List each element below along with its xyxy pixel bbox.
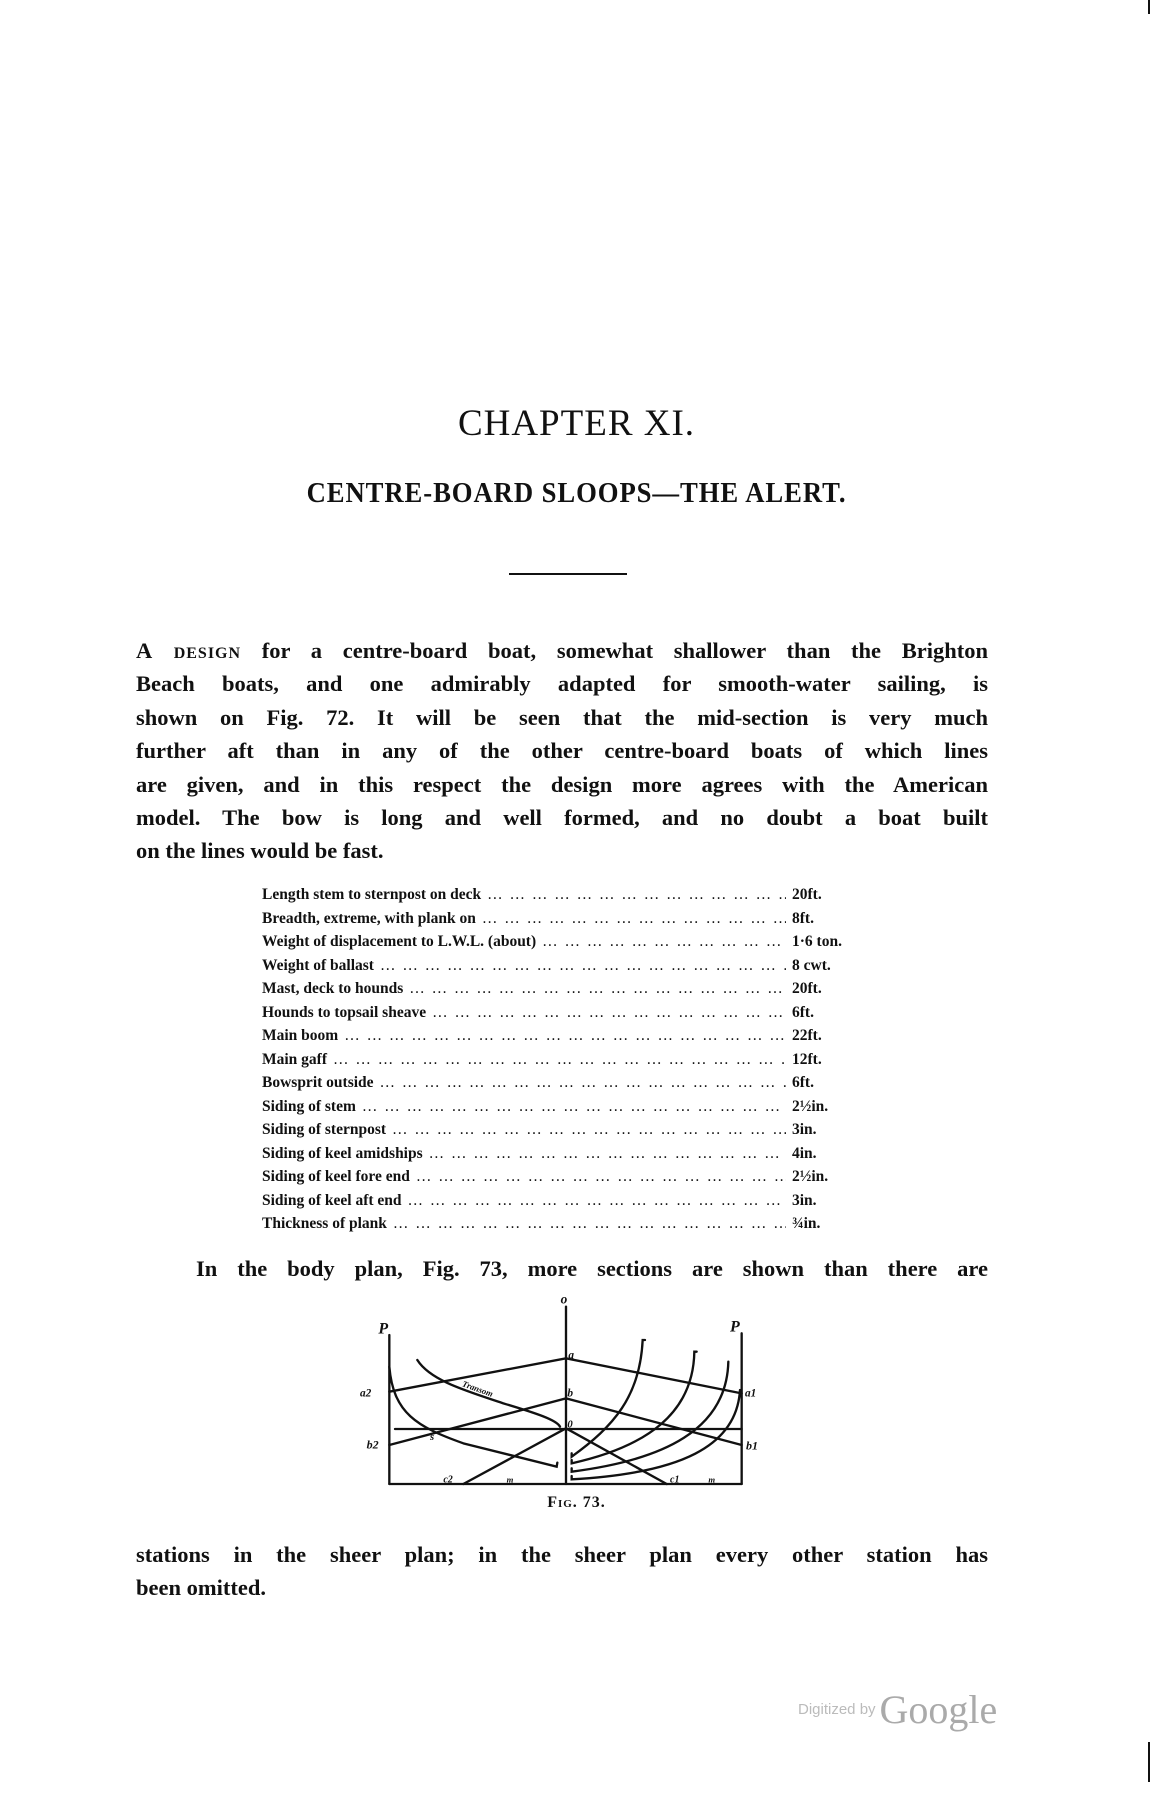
paragraph-line: been omitted. bbox=[136, 1575, 266, 1601]
leader-dots bbox=[482, 907, 786, 931]
dimension-value: ¾in. bbox=[792, 1215, 821, 1232]
leader-dots bbox=[393, 1212, 786, 1236]
fig-label: a bbox=[568, 1349, 575, 1362]
google-watermark bbox=[798, 1686, 997, 1733]
dimension-value: 2½in. bbox=[792, 1168, 829, 1185]
fig-label: 0 bbox=[567, 1419, 573, 1431]
dimension-label: Mast, deck to hounds bbox=[262, 980, 404, 997]
fig-label: Transom bbox=[460, 1378, 495, 1399]
dimension-row bbox=[262, 1142, 862, 1166]
dimension-label: Main boom bbox=[262, 1027, 339, 1044]
leader-dots bbox=[380, 954, 786, 978]
dimension-label: Breadth, extreme, with plank on bbox=[262, 909, 476, 927]
dimension-label: Hounds to topsail sheave bbox=[262, 1003, 427, 1021]
dimension-row bbox=[262, 1212, 862, 1236]
leader-dots bbox=[333, 1048, 786, 1072]
paragraph-line: Beach boats, and one admirably adapted for smooth-water sailing, is bbox=[136, 671, 988, 697]
paragraph-line: on the lines would be fast. bbox=[136, 838, 384, 864]
dimension-value: 8ft. bbox=[792, 909, 814, 927]
dimension-row bbox=[262, 883, 862, 907]
dimension-label: Length stem to sternpost on deck bbox=[262, 886, 482, 903]
leader-dots bbox=[542, 930, 786, 954]
dimension-row bbox=[262, 954, 862, 978]
scan-edge-mark bbox=[1148, 1742, 1150, 1782]
paragraph-line: further aft than in any of the other centre-board boats of which lines bbox=[136, 738, 988, 764]
watermark-brand: Google bbox=[879, 1687, 998, 1732]
paragraph-line: are given, and in this respect the design more agrees with the American bbox=[136, 771, 988, 797]
dimension-value: 6ft. bbox=[792, 1074, 814, 1091]
paragraph-line: A design for a centre-board boat, somewhat shallower than the Brighton bbox=[136, 638, 988, 663]
dimension-value: 20ft. bbox=[792, 886, 822, 903]
dimension-row bbox=[262, 1048, 862, 1072]
chapter-title: CHAPTER XI. bbox=[457, 403, 696, 444]
dimension-label: Siding of stem bbox=[262, 1097, 356, 1115]
dimension-row bbox=[262, 1095, 862, 1119]
fig-curve bbox=[572, 1340, 645, 1457]
dimension-value: 3in. bbox=[792, 1191, 817, 1209]
fig-label: P bbox=[378, 1320, 389, 1338]
dimension-row bbox=[262, 1189, 862, 1213]
fig-label: m bbox=[506, 1474, 514, 1485]
leader-dots bbox=[429, 1142, 786, 1166]
dimension-row bbox=[262, 907, 862, 931]
dimension-value: 1·6 ton. bbox=[792, 933, 842, 950]
fig-label: o bbox=[560, 1291, 568, 1307]
fig-label: m bbox=[708, 1474, 716, 1485]
dimension-value: 12ft. bbox=[792, 1050, 822, 1068]
dimension-row bbox=[262, 930, 862, 954]
dimension-value: 6ft. bbox=[792, 1003, 814, 1021]
fig-curve bbox=[572, 1362, 729, 1472]
fig-label: a1 bbox=[745, 1387, 757, 1400]
dimension-label: Bowsprit outside bbox=[262, 1074, 374, 1091]
leader-dots bbox=[487, 883, 786, 907]
leader-dots bbox=[409, 977, 786, 1001]
paragraph-line: stations in the sheer plan; in the sheer plan every other station has bbox=[136, 1542, 988, 1567]
paragraph-line: model. The bow is long and well formed, and no doubt a boat built bbox=[136, 804, 988, 830]
fig-label: a2 bbox=[360, 1387, 372, 1400]
leader-dots bbox=[408, 1189, 786, 1213]
title-rule bbox=[509, 573, 627, 575]
dimension-label: Siding of sternpost bbox=[262, 1121, 387, 1138]
fig-label: c2 bbox=[443, 1474, 453, 1486]
leader-dots bbox=[416, 1165, 786, 1189]
dimension-label: Siding of keel amidships bbox=[262, 1144, 423, 1162]
dimension-row bbox=[262, 1001, 862, 1025]
paragraph-line: In the body plan, Fig. 73, more sections are shown than there are bbox=[196, 1256, 988, 1281]
leader-dots bbox=[380, 1071, 786, 1095]
fig-label: c1 bbox=[670, 1474, 680, 1486]
fig-label: b bbox=[567, 1387, 574, 1400]
leader-dots bbox=[344, 1024, 786, 1048]
dimension-row bbox=[262, 1118, 862, 1142]
dimension-label: Siding of keel fore end bbox=[262, 1168, 410, 1185]
dimension-value: 4in. bbox=[792, 1144, 817, 1162]
dimension-label: Siding of keel aft end bbox=[262, 1191, 402, 1209]
dimension-row bbox=[262, 1071, 862, 1095]
dimension-label: Main gaff bbox=[262, 1050, 328, 1068]
dimension-value: 22ft. bbox=[792, 1027, 822, 1044]
dimension-value: 20ft. bbox=[792, 980, 822, 997]
watermark-prefix: Digitized by bbox=[798, 1701, 876, 1718]
dimension-label: Weight of displacement to L.W.L. (about) bbox=[262, 933, 537, 950]
dimensions-table bbox=[262, 883, 862, 1236]
fig-curve bbox=[572, 1390, 740, 1479]
figure-caption: Fig. 73. bbox=[547, 1494, 606, 1511]
fig-label: b1 bbox=[746, 1438, 758, 1453]
fig-curve bbox=[572, 1352, 697, 1464]
paragraph-intro bbox=[136, 634, 988, 868]
leader-dots bbox=[432, 1001, 786, 1025]
scan-edge-mark bbox=[1148, 0, 1150, 14]
lead-words: A design bbox=[136, 638, 242, 663]
fig-label: P bbox=[730, 1318, 740, 1336]
leader-dots bbox=[362, 1095, 786, 1119]
dimension-row bbox=[262, 1024, 862, 1048]
dimension-value: 3in. bbox=[792, 1121, 817, 1138]
paragraph-line: shown on Fig. 72. It will be seen that the mid-section is very much bbox=[136, 704, 988, 730]
chapter-subtitle: CENTRE-BOARD SLOOPS—THE ALERT. bbox=[306, 477, 847, 509]
dimension-row bbox=[262, 977, 862, 1001]
dimension-label: Weight of ballast bbox=[262, 956, 374, 974]
dimension-value: 8 cwt. bbox=[792, 956, 831, 974]
leader-dots bbox=[392, 1118, 786, 1142]
fig-label: s bbox=[430, 1432, 435, 1443]
dimension-value: 2½in. bbox=[792, 1097, 829, 1115]
paragraph-stations bbox=[136, 1538, 988, 1605]
dimension-row bbox=[262, 1165, 862, 1189]
fig-label: b2 bbox=[366, 1437, 379, 1452]
dimension-label: Thickness of plank bbox=[262, 1215, 387, 1232]
